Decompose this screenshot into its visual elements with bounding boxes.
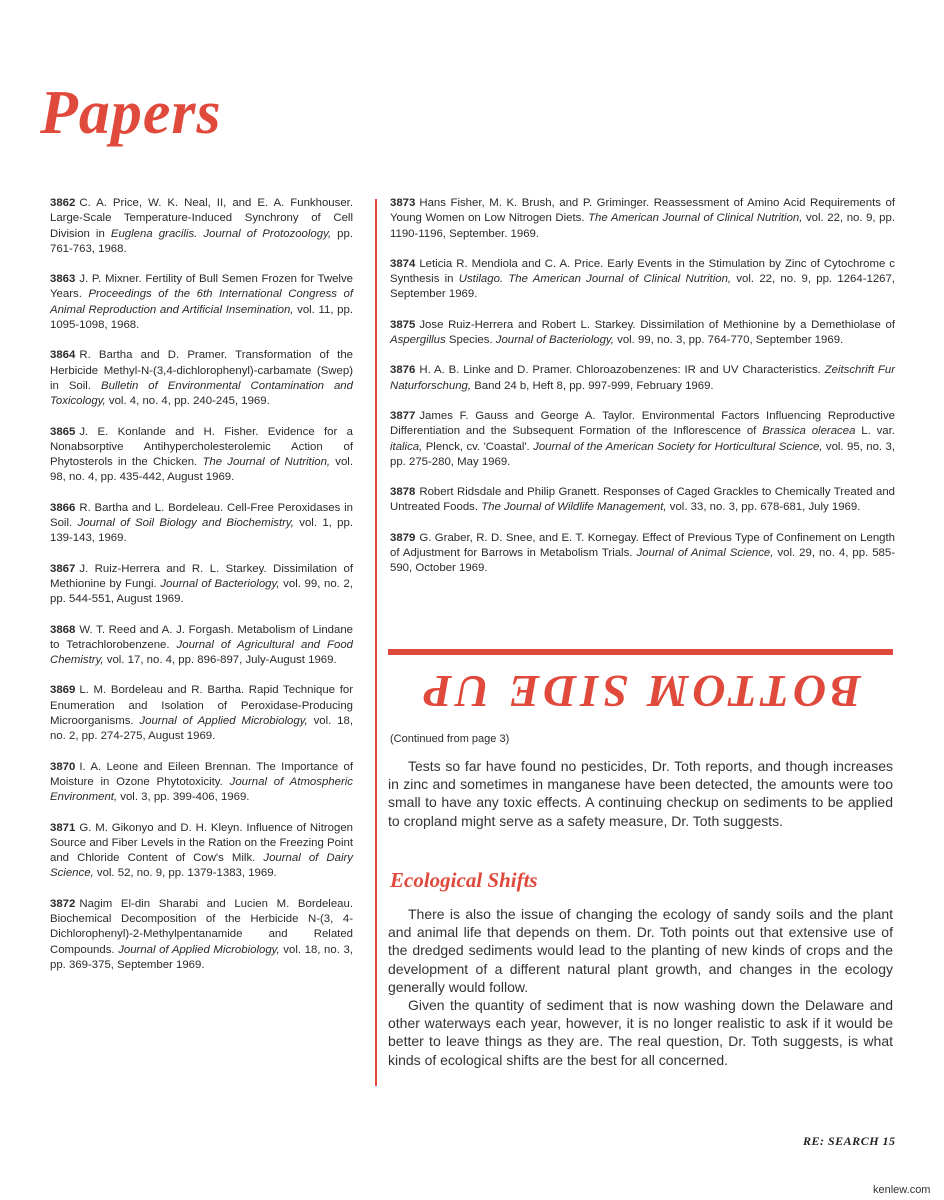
paper-journal: Bulletin of Environmental Contamination and Toxicology, [50,379,353,408]
paper-genus: Aspergillus [390,334,446,347]
left-column [50,196,353,988]
paper-citation: vol. 4, no. 4, pp. 240-245, 1969. [105,395,270,408]
page-footer: RE: SEARCH 15 [803,1134,896,1148]
paper-authors-title: G. M. Gikonyo and D. H. Kleyn. Influence of Nitrogen Source and Fiber Levels in the Ration on the Freezing Point and Chloride Content of Cow's Milk. [50,821,353,865]
paper-citation: vol. 99, no. 3, pp. 764-770, September 1969. [613,334,844,347]
paper-authors-title: Nagim El-din Sharabi and Lucien M. Bordeleau. Biochemical Decomposition of the Herbicide N-(3, 4-Dichlorophenyl)-2-Methylpentanamide and Related Compounds. [50,897,353,956]
paper-number: 3875 [390,318,416,331]
paper-number: 3868 [50,623,76,636]
paper-text: Species. [445,334,496,347]
paper-entry [390,485,895,516]
paper-entry [390,196,895,242]
paper-journal: Journal of the American Society for Horticultural Science, [533,440,823,453]
article-headline: BOTTOM SIDE UP [419,666,862,718]
paper-entry [50,897,353,973]
paper-authors-title: R. Bartha and L. Bordeleau. Cell-Free Peroxidases in Soil. [50,501,353,530]
paper-journal: Journal of Applied Microbiology, [118,943,280,956]
paper-authors-title: W. T. Reed and A. J. Forgash. Metabolism of Lindane to Tetrachlorobenzene. [50,623,353,651]
paper-citation: vol. 99, no. 2, pp. 544-551, August 1969. [50,577,353,606]
paper-entry [50,501,353,547]
paper-journal: Journal of Bacteriology, [160,577,280,590]
paper-journal: Journal of Agricultural and Food Chemistry, [50,638,353,667]
paper-authors-title: J. P. Mixner. Fertility of Bull Semen Frozen for Twelve Years. [50,273,353,301]
paper-citation: vol. 1, pp. 139-143, 1969. [50,517,353,545]
paper-text: Plenck, cv. 'Coastal'. [422,440,534,453]
paper-journal: Euglena gracilis. Journal of Protozoology, [110,227,332,240]
paper-entry [50,821,353,882]
headline-rule [388,649,893,655]
paper-number: 3867 [50,562,76,575]
paper-species: Brassica oleracea [762,425,856,438]
paper-entry [390,409,895,470]
paper-journal: The Journal of Wildlife Management, [481,501,667,514]
paper-citation: pp. 761-763, 1968. [50,227,353,255]
paper-citation: vol. 18, no. 2, pp. 274-275, August 1969. [50,715,354,743]
paper-entry [390,531,895,577]
paper-journal: Journal of Soil Biology and Biochemistry, [77,517,294,530]
paper-entry [50,683,353,744]
paper-authors-title: L. M. Bordeleau and R. Bartha. Rapid Technique for Enumeration and Isolation of Peroxidase-Producing Microorganisms. [50,684,353,728]
article-body-1 [388,757,893,830]
paper-entry [50,425,353,486]
paper-number: 3865 [50,425,76,438]
paper-number: 3876 [390,364,416,377]
paper-entry [50,562,353,608]
paper-citation: vol. 95, no. 3, pp. 275-280, May 1969. [390,440,895,468]
paper-authors-title: Robert Ridsdale and Philip Granett. Responses of Caged Grackles to Chemically Treated and Untreated Foods. [390,486,895,514]
paper-citation: vol. 98, no. 4, pp. 435-442, August 1969. [50,456,354,484]
paper-journal: Zeitschrift Fur Naturforschung, [390,364,895,392]
paper-number: 3878 [390,486,416,499]
paper-citation: vol. 3, pp. 399-406, 1969. [117,791,250,804]
paper-citation: vol. 22, no. 9, pp. 1264-1267, September 1969. [390,273,895,301]
paper-citation: vol. 22, no. 9, pp. 1190-1196, September. 1969. [390,212,896,240]
article-paragraph: Given the quantity of sediment that is now washing down the Delaware and other waterways each year, however, it is no longer realistic to ask if it would be better to leave things as they are. The real question, Dr. Toth suggests, is what kinds of ecological shifts are the best for all concerned. [388,997,893,1068]
paper-citation: vol. 33, no. 3, pp. 678-681, July 1969. [666,501,861,514]
paper-authors-title: James F. Gauss and George A. Taylor. Environmental Factors Influencing Reproductive Differentiation and the Subsequent Formation of the Inflorescence of [390,409,895,438]
paper-authors-title: Leticia R. Mendiola and C. A. Price. Early Events in the Stimulation by Zinc of Cytochrome c Synthesis in [390,257,895,286]
paper-citation: Band 24 b, Heft 8, pp. 997-999, February 1969. [471,379,714,392]
paper-authors-title: Hans Fisher, M. K. Brush, and P. Griminger. Reassessment of Amino Acid Requirements of Young Women on Low Nitrogen Diets. [390,197,895,225]
paper-journal: The American Journal of Clinical Nutrition, [588,212,803,225]
paper-authors-title: C. A. Price, W. K. Neal, II, and E. A. Funkhouser. Large-Scale Temperature-Induced Synchrony of Cell Division in [50,197,353,240]
column-divider [375,199,377,1086]
paper-authors-title: H. A. B. Linke and D. Pramer. Chloroazobenzenes: IR and UV Characteristics. [419,364,825,377]
paper-authors-title: J. Ruiz-Herrera and R. L. Starkey. Dissimilation of Methionine by Fungi. [50,562,353,590]
page-title: Papers [40,79,222,147]
paper-entry [390,318,895,349]
paper-number: 3873 [390,197,416,209]
article-body-2 [388,905,893,1069]
paper-number: 3863 [50,273,76,286]
article-paragraph: There is also the issue of changing the ecology of sandy soils and the plant and animal life that depends on them. Dr. Toth points out that extensive use of the dredged sediments would lead to the planting of new kinds of crops and the development of a different natural plant growth, and changes in the ecology generally would follow. [388,906,893,995]
paper-authors-title: Jose Ruiz-Herrera and Robert L. Starkey. Dissimilation of Methionine by a Demethiolase of [419,318,895,331]
paper-journal: The Journal of Nutrition, [202,456,331,469]
article-subhead: Ecological Shifts [390,868,538,892]
paper-number: 3877 [390,409,416,422]
paper-entry [50,760,353,806]
paper-citation: vol. 17, no. 4, pp. 896-897, July-August 1969. [103,654,337,667]
paper-journal: Journal of Applied Microbiology, [139,715,308,728]
paper-number: 3866 [50,501,76,514]
paper-variety: italica, [390,440,423,453]
paper-entry [50,272,353,333]
paper-journal: Journal of Bacteriology, [495,334,614,347]
paper-entry [390,363,895,394]
paper-number: 3879 [390,531,416,544]
paper-citation: vol. 18, no. 3, pp. 369-375, September 1969. [50,943,353,971]
paper-entry [50,348,353,409]
paper-journal: Ustilago. The American Journal of Clinical Nutrition, [458,273,732,286]
paper-entry [50,623,353,669]
paper-number: 3874 [390,257,416,270]
paper-entry [390,257,895,303]
paper-citation: vol. 52, no. 9, pp. 1379-1383, 1969. [93,867,277,880]
paper-journal: Journal of Dairy Science, [50,852,353,880]
watermark: kenlew.com [873,1184,931,1196]
paper-journal: Proceedings of the 6th International Congress of Animal Reproduction and Artificial Insemination, [50,288,353,316]
right-column [390,196,895,592]
paper-authors-title: G. Graber, R. D. Snee, and E. T. Kornegay. Effect of Previous Type of Confinement on Length of Adjustment for Barrows in Metabolism Trials. [390,531,895,560]
paper-authors-title: R. Bartha and D. Pramer. Transformation of the Herbicide Methyl-N-(3,4-dichlorophenyl)-carbamate (Swep) in Soil. [50,349,353,392]
article-paragraph: Tests so far have found no pesticides, Dr. Toth reports, and though increases in zinc and sometimes in manganese have been detected, the amounts were too small to have any toxic effects. A continuing checkup on sediments to be applied to cropland might serve as a safety measure, Dr. Toth suggests. [388,758,893,829]
paper-journal: Journal of Animal Science, [636,547,774,560]
paper-citation: vol. 29, no. 4, pp. 585-590, October 1969. [390,547,896,575]
paper-citation: vol. 11, pp. 1095-1098, 1968. [50,303,354,332]
paper-number: 3862 [50,197,76,209]
paper-journal: Journal of Atmospheric Environment, [50,775,353,804]
paper-entry [50,196,353,257]
paper-number: 3870 [50,760,76,773]
paper-number: 3872 [50,897,76,910]
paper-number: 3864 [50,349,76,362]
paper-number: 3869 [50,684,76,697]
continued-note: (Continued from page 3) [390,733,510,745]
paper-authors-title: J. E. Konlande and H. Fisher. Evidence for a Nonabsorptive Antihypercholesterolemic Action of Phytosterols in the Chicken. [50,425,353,469]
paper-text: L. var. [855,425,895,438]
paper-authors-title: I. A. Leone and Eileen Brennan. The Importance of Moisture in Ozone Phytotoxicity. [50,760,353,788]
paper-number: 3871 [50,821,76,834]
